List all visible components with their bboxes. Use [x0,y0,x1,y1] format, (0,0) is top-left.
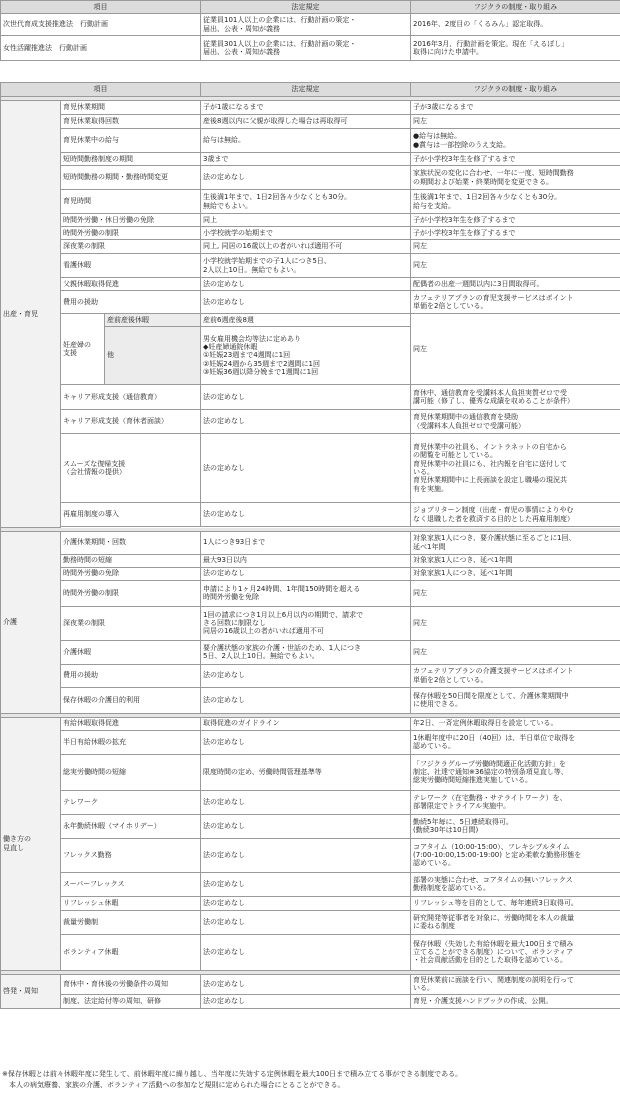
item-cell: 費用の援助 [61,291,201,314]
table-row [1,314,620,327]
item-cell: ボランティア休暇 [61,934,201,970]
item-cell: 深夜業の制限 [61,606,201,640]
item-cell: キャリア形成支援（通信教育） [61,385,201,410]
law-cell: 法の定めなし [201,664,411,687]
item-cell: 費用の援助 [61,664,201,687]
item-cell: フレックス勤務 [61,838,201,872]
fujikura-cell: 「フジクラグループ労働時間適正化活動方針」を 制定、社達で通知※36協定の特別条項見直し等、 総実労働時間短縮推進実施している。 [411,754,620,790]
fujikura-cell: 同左 [411,115,620,129]
fujikura-cell: ●給与は無給。 ●賞与は一部控除のうえ支給。 [411,129,620,153]
law-cell: 申請により1ヶ月24時間、1年間150時間を超える 時間外労働を免除 [201,580,411,606]
fujikura-cell: 勤続5年毎に、5日連続取得可。 (勤続30年は10日間) [411,814,620,838]
law-cell: 法の定めなし [201,687,411,713]
law-cell: 要介護状態の家族の介護・世話のため、1人につき 5日、2人以上10日。無給でもよい。 [201,640,411,664]
category-awareness: 啓発・周知 [1,974,61,1008]
law-cell: 小学校就学の始期まで [201,227,411,240]
table-row [1,754,620,790]
fujikura-cell: 子が小学校3年生を修了するまで [411,227,620,240]
law-cell: 法の定めなし [201,838,411,872]
law-cell: 法の定めなし [201,291,411,314]
fujikura-cell: 2016年3月、行動計画を策定。現在「えるぼし」 取得に向けた申請中。 [411,36,620,61]
item-cell: スムーズな復帰支援 （会社情報の提供） [61,434,201,503]
law-cell: 法の定めなし [201,567,411,580]
item-cell: 有給休暇取得促進 [61,717,201,730]
table-row [1,254,620,278]
table-row [1,910,620,934]
item-cell: 介護休業期間・回数 [61,531,201,554]
law-cell: 産後8週以内に父親が取得した場合は再取得可 [201,115,411,129]
table-row [1,580,620,606]
fujikura-cell: 子が小学校3年生を修了するまで [411,153,620,166]
table-row [1,554,620,567]
fujikura-cell: 育休中、通信教育を受講料本人負担実質ゼロで受 講可能（修了し、優秀な成績を収めることが条件） [411,385,620,410]
law-cell: 同上, 同居の16歳以上の者がいれば適用不可 [201,240,411,254]
item-cell: 制度、法定給付等の周知、研修 [61,994,201,1008]
table-row [1,640,620,664]
fujikura-cell: 部署の実態に合わせ、コアタイムの無いフレックス 勤務制度を認めている。 [411,872,620,896]
table-row [1,153,620,166]
fujikura-cell: 1休暇年度中に20日（40回）は、半日単位で取得を 認めている。 [411,730,620,754]
law-cell: 法の定めなし [201,503,411,527]
fujikura-cell: 年2日、一斉定例休暇取得日を設定している。 [411,717,620,730]
law-cell: 取得促進のガイドライン [201,717,411,730]
table-row [1,503,620,527]
item-cell: リフレッシュ休暇 [61,896,201,910]
main-table-header [1,83,620,97]
table-row [1,974,620,994]
item-cell: 育休中・育休後の労働条件の周知 [61,974,201,994]
item-cell: 時間外労働・休日労働の免除 [61,214,201,227]
item-cell: 裁量労働制 [61,910,201,934]
category-workstyle: 働き方の 見直し [1,717,61,970]
fujikura-cell: 子が3歳になるまで [411,101,620,115]
header-fujikura: フジクラの制度・取り組み [411,1,620,14]
table-row [1,434,620,503]
law-cell: 法の定めなし [201,896,411,910]
fujikura-cell: 対象家族1人につき、要介護状態に至るごとに1回、 延べ1年間 [411,531,620,554]
law-cell: 法の定めなし [201,934,411,970]
fujikura-cell: 同左 [411,580,620,606]
table-row [1,814,620,838]
fujikura-cell: 家族状況の変化に合わせ、一年に一度、短時間勤務 の期間および始業・終業時間を変更できる。 [411,166,620,190]
item-cell: 育児休業中の給与 [61,129,201,153]
fujikura-cell: カフェテリアプランの介護支援サービスはポイント 単価を2倍としている。 [411,664,620,687]
top-table-header [1,1,620,14]
law-cell: 法の定めなし [201,790,411,814]
law-cell: 法の定めなし [201,814,411,838]
table-row [1,717,620,730]
table-row [1,14,620,36]
table-row [1,664,620,687]
header-item: 項目 [1,1,201,14]
table-row [1,101,620,115]
item-cell: テレワーク [61,790,201,814]
law-cell: 小学校就学始期までの子1人につき5日、 2人以上10日。無給でもよい。 [201,254,411,278]
item-cell: スーパーフレックス [61,872,201,896]
law-cell: 法の定めなし [201,872,411,896]
item-cell: 再雇用制度の導入 [61,503,201,527]
law-cell: 生後満1年まで、1日2回各々少なくとも30分。 無給でもよい。 [201,190,411,214]
main-table [0,82,620,1009]
fujikura-cell: 同左 [411,606,620,640]
fujikura-cell: 生後満1年まで、1日2回各々少なくとも30分。 給与を支給。 [411,190,620,214]
law-cell: 1回の請求につき1月以上6月以内の期間で、請求で きる回数に制限なし 同居の16歳以上の者がいれば適用不可 [201,606,411,640]
table-row [1,838,620,872]
fujikura-cell: ジョブリターン制度（出産・育児の事情によりやむ なく退職した者を救済する目的とした再雇用制度） [411,503,620,527]
item-cell: 看護休暇 [61,254,201,278]
item-cell: 介護休暇 [61,640,201,664]
top-table [0,0,620,61]
law-cell: 同上 [201,214,411,227]
law-cell: 法の定めなし [201,278,411,291]
item-cell: 短時間勤務の期間・勤務時間変更 [61,166,201,190]
law-cell: 法の定めなし [201,910,411,934]
law-cell: 法の定めなし [201,434,411,503]
table-row [1,278,620,291]
item-cell: 深夜業の制限 [61,240,201,254]
fujikura-cell: 同左 [411,314,620,385]
item-cell: 時間外労働の免除 [61,567,201,580]
fujikura-cell: 同左 [411,240,620,254]
law-cell: 法の定めなし [201,166,411,190]
law-cell: 給与は無給。 [201,129,411,153]
law-cell: 男女雇用機会均等法に定めあり ◆妊産婦通院休暇 ①妊娠23週まで4週間に1回 ②妊娠24週から35週まで2週間に1回 ③妊娠36週以降分娩まで1週間に1回 [201,327,411,385]
fujikura-cell: 子が小学校3年生を修了するまで [411,214,620,227]
law-cell: 1人につき93日まで [201,531,411,554]
table-row [1,227,620,240]
item-cell: 総実労働時間の短縮 [61,754,201,790]
table-row [1,129,620,153]
item-cell: 時間外労働の制限 [61,227,201,240]
law-cell: 3歳まで [201,153,411,166]
table-row [1,730,620,754]
table-row [1,36,620,61]
law-cell: 法の定めなし [201,974,411,994]
item-cell: 保存休暇の介護目的利用 [61,687,201,713]
law-cell: 従業員101人以上の企業には、行動計画の策定・ 届出、公表・周知が義務 [201,14,411,36]
law-cell: 法の定めなし [201,385,411,410]
category-childcare: 出産・育児 [1,101,61,528]
law-cell: 法の定めなし [201,410,411,434]
table-row [1,410,620,434]
fujikura-cell: 保存休暇（失効した有給休暇を最大100日まで積み 立てることができる制度）について、ボランティア ・社会貢献活動を目的とした取得を認めている。 [411,934,620,970]
item-cell: 時間外労働の制限 [61,580,201,606]
header-item: 項目 [1,83,201,97]
table-row [1,115,620,129]
fujikura-cell: リフレッシュ等を目的として、毎年連続3日取得可。 [411,896,620,910]
fujikura-cell: 対象家族1人につき、延べ1年間 [411,567,620,580]
header-law: 法定規定 [201,83,411,97]
table-row [1,291,620,314]
fujikura-cell: 同左 [411,254,620,278]
item-cell: 次世代育成支援推進法 行動計画 [1,14,201,36]
law-cell: 産前6週産後8週 [201,314,411,327]
maternity-support-group: 妊産婦の 支援 [61,314,105,385]
item-cell: 短時間勤務制度の期間 [61,153,201,166]
law-cell: 限度時間の定め、労働時間管理基準等 [201,754,411,790]
table-row [1,872,620,896]
header-fujikura: フジクラの制度・取り組み [411,83,620,97]
item-cell: 父親休暇取得促進 [61,278,201,291]
table-row [1,896,620,910]
table-row [1,994,620,1008]
item-cell: 育児休業取得回数 [61,115,201,129]
law-cell: 法の定めなし [201,994,411,1008]
header-law: 法定規定 [201,1,411,14]
fujikura-cell: 研究開発等従事者を対象に、労働時間を本人の裁量 に委ねる制度 [411,910,620,934]
table-row [1,567,620,580]
fujikura-cell: 2016年、2度目の「くるみん」認定取得。 [411,14,620,36]
item-cell: 永年勤続休暇（マイホリデー） [61,814,201,838]
item-cell: 勤務時間の短縮 [61,554,201,567]
fujikura-cell: 配偶者の出産一週間以内に3日間取得可。 [411,278,620,291]
law-cell: 子が1歳になるまで [201,101,411,115]
category-care: 介護 [1,531,61,713]
fujikura-cell: 同左 [411,640,620,664]
fujikura-cell: 育児休業中の社員も、イントラネットの自宅から の閲覧を可能としている。 育児休業中の社員にも、社内報を自宅に送付して いる。 育児休業期間中に上長面談を設定し職場の現況共 有を実施。 [411,434,620,503]
fujikura-cell: カフェテリアプランの育児支援サービスはポイント 単価を2倍としている。 [411,291,620,314]
fujikura-cell: 対象家族1人につき、延べ1年間 [411,554,620,567]
fujikura-cell: 育児休業前に面談を行い、関連制度の説明を行って いる。 [411,974,620,994]
table-row [1,214,620,227]
table-row [1,687,620,713]
table-row [1,531,620,554]
table-row [1,166,620,190]
law-cell: 最大93日以内 [201,554,411,567]
table-row [1,790,620,814]
item-cell: 女性活躍推進法 行動計画 [1,36,201,61]
fujikura-cell: 育児休業期間中の通信教育を奨励 （受講料本人負担ゼロで受講可能） [411,410,620,434]
item-cell: キャリア形成支援（育休者面談） [61,410,201,434]
table-row [1,240,620,254]
sub-item-cell: 他 [105,327,201,385]
fujikura-cell: テレワーク（在宅勤務・サテライトワーク）を、 部署限定でトライアル実施中。 [411,790,620,814]
fujikura-cell: コアタイム（10:00-15:00）、フレキシブルタイム (7:00-10:00,15:00-19:00) と定め柔軟な勤務形態を 認めている。 [411,838,620,872]
fujikura-cell: 育児・介護支援ハンドブックの作成、公開。 [411,994,620,1008]
table-row [1,190,620,214]
item-cell: 育児時間 [61,190,201,214]
table-row [1,385,620,410]
fujikura-cell: 保存休暇を50日間を限度として、介護休業期間中 に使用できる。 [411,687,620,713]
law-cell: 法の定めなし [201,730,411,754]
table-row [1,606,620,640]
item-cell: 半日有給休暇の拡充 [61,730,201,754]
sub-item-cell: 産前産後休暇 [105,314,201,327]
footnote: ※保存休暇とは前々休暇年度に発生して、前休暇年度に繰り越し、当年度に失効する定例休暇を最大100日まで積み立てる事ができる制度である。 本人の病気療養、家族の介護、ボランティア活動への参加など規則に定められた場合にとることができる。 [2,1070,463,1089]
table-row [1,934,620,970]
item-cell: 育児休業期間 [61,101,201,115]
law-cell: 従業員301人以上の企業には、行動計画の策定・ 届出、公表・周知が義務 [201,36,411,61]
